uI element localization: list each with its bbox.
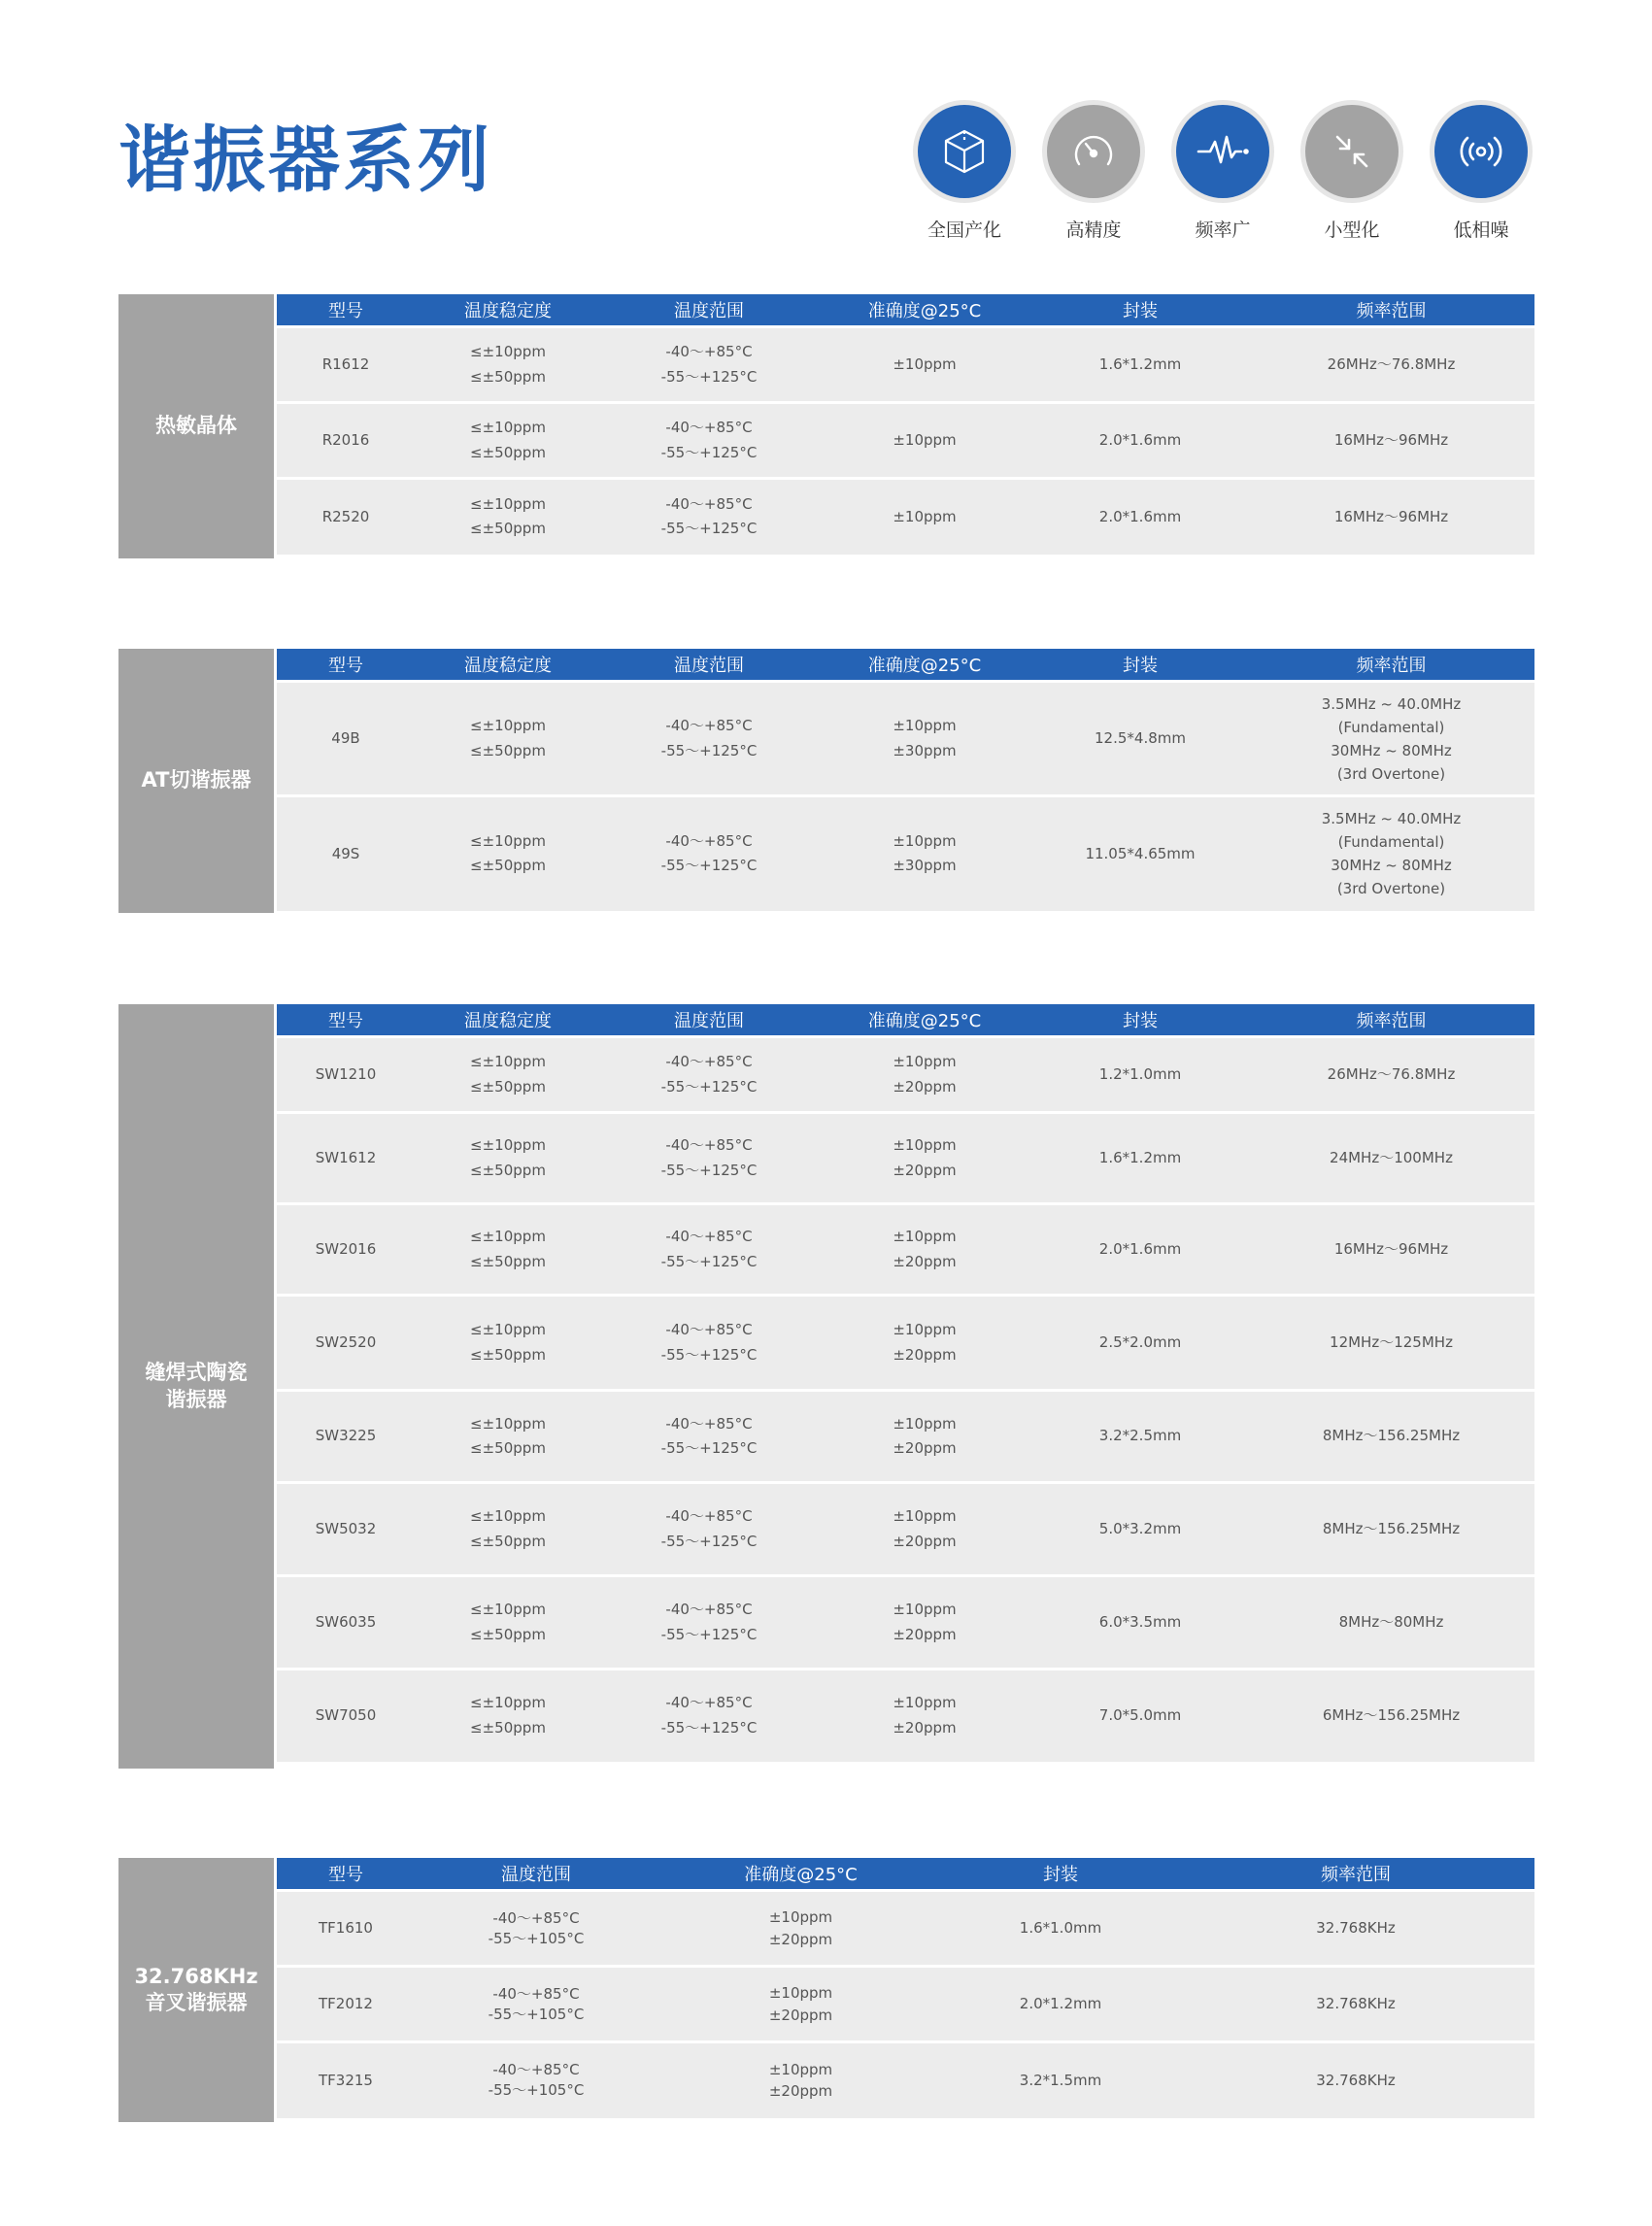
column-header: 型号 [277, 649, 415, 682]
package-cell: 2.5*2.0mm [1032, 1296, 1248, 1391]
stability-cell: ≤±10ppm ≤±50ppm [415, 479, 601, 555]
model-cell: SW3225 [277, 1391, 415, 1483]
model-cell: SW7050 [277, 1670, 415, 1762]
table-row [277, 1296, 1534, 1391]
package-cell: 7.0*5.0mm [1032, 1670, 1248, 1762]
column-header: 频率范围 [1177, 1858, 1534, 1891]
cube-icon [918, 105, 1011, 198]
package-cell: 2.0*1.6mm [1032, 479, 1248, 555]
accuracy-cell: ±10ppm ±20ppm [817, 1113, 1032, 1204]
temp-range-cell: -40～+85°C -55～+125°C [601, 1296, 817, 1391]
frequency-cell: 8MHz～156.25MHz [1248, 1483, 1534, 1576]
section-title: 热敏晶体 [118, 294, 274, 558]
column-header: 频率范围 [1248, 1004, 1534, 1037]
column-header: 频率范围 [1248, 649, 1534, 682]
feature-label: 频率广 [1195, 219, 1251, 241]
temp-range-cell: -40～+85°C -55～+105°C [415, 1967, 657, 2042]
model-cell: SW1210 [277, 1037, 415, 1113]
table-row [277, 682, 1534, 796]
column-header: 准确度@25°C [657, 1858, 944, 1891]
model-cell: TF2012 [277, 1967, 415, 2042]
feature-miniaturization [1289, 105, 1415, 242]
section-title: AT切谐振器 [118, 649, 274, 913]
column-header: 型号 [277, 1858, 415, 1891]
frequency-cell: 16MHz～96MHz [1248, 1204, 1534, 1296]
column-header: 温度稳定度 [415, 649, 601, 682]
accuracy-cell: ±10ppm ±20ppm [817, 1670, 1032, 1762]
accuracy-cell: ±10ppm ±20ppm [817, 1483, 1032, 1576]
frequency-cell: 24MHz～100MHz [1248, 1113, 1534, 1204]
frequency-cell: 16MHz～96MHz [1248, 403, 1534, 479]
model-cell: SW2016 [277, 1204, 415, 1296]
package-cell: 6.0*3.5mm [1032, 1576, 1248, 1670]
page-title: 谐振器系列 [118, 118, 492, 202]
frequency-cell: 3.5MHz ~ 40.0MHz (Fundamental) 30MHz ~ 80MHz (3rd Overtone) [1248, 796, 1534, 911]
frequency-cell: 16MHz～96MHz [1248, 479, 1534, 555]
column-header: 温度范围 [601, 1004, 817, 1037]
temp-range-cell: -40～+85°C -55～+125°C [601, 327, 817, 403]
accuracy-cell: ±10ppm ±30ppm [817, 682, 1032, 796]
stability-cell: ≤±10ppm ≤±50ppm [415, 327, 601, 403]
spec-table [277, 1858, 1534, 2118]
column-header: 型号 [277, 1004, 415, 1037]
column-header: 封装 [1032, 1004, 1248, 1037]
section-title: 缝焊式陶瓷 谐振器 [118, 1004, 274, 1769]
accuracy-cell: ±10ppm ±20ppm [657, 1967, 944, 2042]
temp-range-cell: -40～+85°C -55～+105°C [415, 2042, 657, 2118]
accuracy-cell: ±10ppm ±20ppm [817, 1204, 1032, 1296]
model-cell: SW1612 [277, 1113, 415, 1204]
frequency-cell: 26MHz～76.8MHz [1248, 327, 1534, 403]
accuracy-cell: ±10ppm ±20ppm [817, 1576, 1032, 1670]
gauge-icon [1047, 105, 1140, 198]
package-cell: 3.2*2.5mm [1032, 1391, 1248, 1483]
accuracy-cell: ±10ppm ±20ppm [817, 1391, 1032, 1483]
section-tuning-fork-resonator [118, 1858, 1534, 2122]
frequency-cell: 6MHz～156.25MHz [1248, 1670, 1534, 1762]
table-header-row [277, 1858, 1534, 1891]
frequency-cell: 3.5MHz ~ 40.0MHz (Fundamental) 30MHz ~ 80MHz (3rd Overtone) [1248, 682, 1534, 796]
stability-cell: ≤±10ppm ≤±50ppm [415, 1576, 601, 1670]
model-cell: R1612 [277, 327, 415, 403]
column-header: 封装 [1032, 649, 1248, 682]
temp-range-cell: -40～+85°C -55～+125°C [601, 403, 817, 479]
temp-range-cell: -40～+85°C -55～+125°C [601, 1391, 817, 1483]
column-header: 准确度@25°C [817, 1004, 1032, 1037]
shrink-arrows-icon [1305, 105, 1399, 198]
accuracy-cell: ±10ppm ±20ppm [657, 1891, 944, 1967]
spec-table [277, 1004, 1534, 1762]
model-cell: R2016 [277, 403, 415, 479]
table-row [277, 1204, 1534, 1296]
accuracy-cell: ±10ppm ±20ppm [817, 1037, 1032, 1113]
section-seam-welded-ceramic-resonator [118, 1004, 1534, 1769]
table-row [277, 1967, 1534, 2042]
model-cell: TF3215 [277, 2042, 415, 2118]
table-row [277, 327, 1534, 403]
column-header: 型号 [277, 294, 415, 327]
feature-precision [1030, 105, 1157, 242]
frequency-cell: 26MHz～76.8MHz [1248, 1037, 1534, 1113]
table-row [277, 479, 1534, 555]
temp-range-cell: -40～+85°C -55～+125°C [601, 682, 817, 796]
stability-cell: ≤±10ppm ≤±50ppm [415, 1204, 601, 1296]
package-cell: 3.2*1.5mm [944, 2042, 1177, 2118]
spec-table [277, 294, 1534, 555]
table-row [277, 1113, 1534, 1204]
stability-cell: ≤±10ppm ≤±50ppm [415, 682, 601, 796]
temp-range-cell: -40～+85°C -55～+125°C [601, 1576, 817, 1670]
feature-label: 高精度 [1065, 219, 1122, 241]
feature-low-phase-noise [1418, 105, 1544, 242]
accuracy-cell: ±10ppm ±20ppm [657, 2042, 944, 2118]
temp-range-cell: -40～+85°C -55～+125°C [601, 796, 817, 911]
stability-cell: ≤±10ppm ≤±50ppm [415, 796, 601, 911]
column-header: 封装 [944, 1858, 1177, 1891]
feature-label: 低相噪 [1453, 219, 1509, 241]
column-header: 封装 [1032, 294, 1248, 327]
accuracy-cell: ±10ppm ±30ppm [817, 796, 1032, 911]
column-header: 温度范围 [601, 649, 817, 682]
package-cell: 2.0*1.2mm [944, 1967, 1177, 2042]
table-row [277, 1576, 1534, 1670]
model-cell: 49S [277, 796, 415, 911]
table-row [277, 1483, 1534, 1576]
table-header-row [277, 649, 1534, 682]
stability-cell: ≤±10ppm ≤±50ppm [415, 1670, 601, 1762]
package-cell: 2.0*1.6mm [1032, 1204, 1248, 1296]
model-cell: R2520 [277, 479, 415, 555]
feature-icons [901, 105, 1542, 251]
table-row [277, 1037, 1534, 1113]
package-cell: 1.6*1.2mm [1032, 1113, 1248, 1204]
temp-range-cell: -40～+85°C -55～+125°C [601, 1113, 817, 1204]
accuracy-cell: ±10ppm ±20ppm [817, 1296, 1032, 1391]
temp-range-cell: -40～+85°C -55～+125°C [601, 1483, 817, 1576]
package-cell: 1.6*1.2mm [1032, 327, 1248, 403]
accuracy-cell: ±10ppm [817, 403, 1032, 479]
package-cell: 1.6*1.0mm [944, 1891, 1177, 1967]
model-cell: 49B [277, 682, 415, 796]
model-cell: SW6035 [277, 1576, 415, 1670]
column-header: 温度范围 [415, 1858, 657, 1891]
table-row [277, 1391, 1534, 1483]
frequency-cell: 32.768KHz [1177, 1967, 1534, 2042]
feature-wide-frequency [1160, 105, 1286, 242]
accuracy-cell: ±10ppm [817, 479, 1032, 555]
column-header: 频率范围 [1248, 294, 1534, 327]
package-cell: 1.2*1.0mm [1032, 1037, 1248, 1113]
column-header: 温度范围 [601, 294, 817, 327]
section-at-cut-resonator [118, 649, 1534, 913]
section-title: 32.768KHz 音叉谐振器 [118, 1858, 274, 2122]
table-row [277, 1670, 1534, 1762]
temp-range-cell: -40～+85°C -55～+125°C [601, 1204, 817, 1296]
stability-cell: ≤±10ppm ≤±50ppm [415, 1391, 601, 1483]
package-cell: 11.05*4.65mm [1032, 796, 1248, 911]
stability-cell: ≤±10ppm ≤±50ppm [415, 1296, 601, 1391]
package-cell: 2.0*1.6mm [1032, 403, 1248, 479]
frequency-cell: 32.768KHz [1177, 2042, 1534, 2118]
stability-cell: ≤±10ppm ≤±50ppm [415, 1037, 601, 1113]
column-header: 温度稳定度 [415, 294, 601, 327]
column-header: 温度稳定度 [415, 1004, 601, 1037]
stability-cell: ≤±10ppm ≤±50ppm [415, 1113, 601, 1204]
frequency-cell: 8MHz～80MHz [1248, 1576, 1534, 1670]
spec-table [277, 649, 1534, 911]
section-thermistor-crystal [118, 294, 1534, 558]
column-header: 准确度@25°C [817, 294, 1032, 327]
frequency-cell: 32.768KHz [1177, 1891, 1534, 1967]
waveform-icon [1176, 105, 1269, 198]
feature-domestic [901, 105, 1028, 242]
temp-range-cell: -40～+85°C -55～+105°C [415, 1891, 657, 1967]
stability-cell: ≤±10ppm ≤±50ppm [415, 403, 601, 479]
feature-label: 全国产化 [927, 219, 1001, 241]
package-cell: 12.5*4.8mm [1032, 682, 1248, 796]
signal-broadcast-icon [1434, 105, 1528, 198]
model-cell: TF1610 [277, 1891, 415, 1967]
feature-label: 小型化 [1324, 219, 1380, 241]
frequency-cell: 12MHz～125MHz [1248, 1296, 1534, 1391]
temp-range-cell: -40～+85°C -55～+125°C [601, 479, 817, 555]
table-row [277, 2042, 1534, 2118]
table-header-row [277, 294, 1534, 327]
column-header: 准确度@25°C [817, 649, 1032, 682]
stability-cell: ≤±10ppm ≤±50ppm [415, 1483, 601, 1576]
model-cell: SW5032 [277, 1483, 415, 1576]
model-cell: SW2520 [277, 1296, 415, 1391]
temp-range-cell: -40～+85°C -55～+125°C [601, 1670, 817, 1762]
temp-range-cell: -40～+85°C -55～+125°C [601, 1037, 817, 1113]
table-row [277, 796, 1534, 911]
package-cell: 5.0*3.2mm [1032, 1483, 1248, 1576]
table-row [277, 1891, 1534, 1967]
table-row [277, 403, 1534, 479]
table-header-row [277, 1004, 1534, 1037]
frequency-cell: 8MHz～156.25MHz [1248, 1391, 1534, 1483]
accuracy-cell: ±10ppm [817, 327, 1032, 403]
